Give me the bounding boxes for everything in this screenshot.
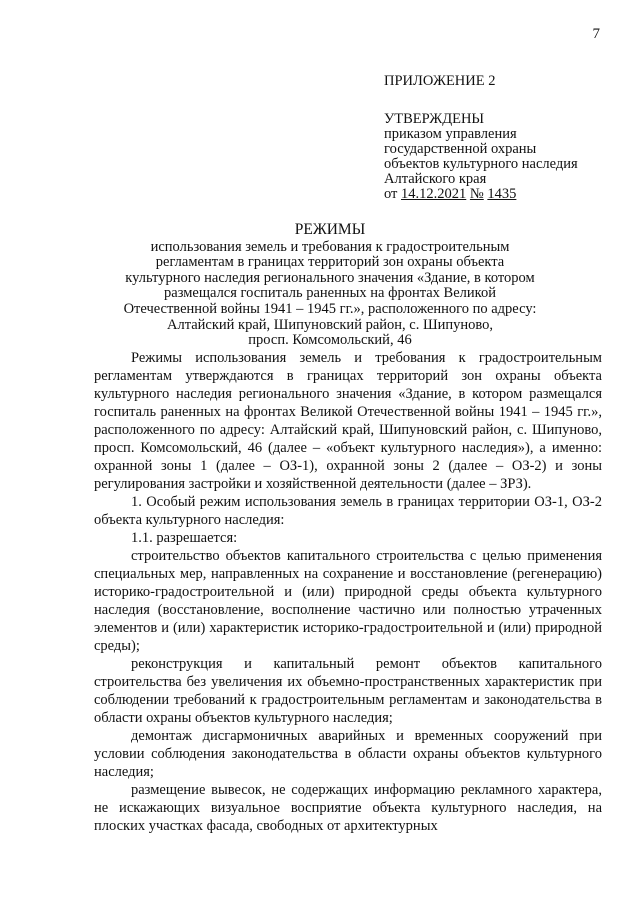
paragraph: 1. Особый режим использования земель в границах территории ОЗ-1, ОЗ-2 объекта культурного наследия: <box>94 494 602 528</box>
title-heading: РЕЖИМЫ <box>294 221 366 238</box>
paragraph: Режимы использования земель и требования к градостроительным регламентам утверждаются в границах территорий зон охраны объекта культурного наследия регионального значения «Здание, в котором размещался госпиталь раненных на фронтах Великой Отечественной войны 1941 – 1945 гг.», расположенного по адресу: Алтайский край, Шипуновский район, с. Шипуново, просп. Комсомольский, 46 (далее – «объект культурного наследия»), а именно: охранной зоны 1 (далее – ОЗ-1), охранной зоны 2 (далее – ОЗ-2) и зоны регулирования застройки и хозяйственной деятельности (далее – ЗРЗ). <box>94 350 602 492</box>
title-line: регламентам в границах территорий зон охраны объекта <box>155 254 505 271</box>
title-line: размещался госпиталь раненных на фронтах Великой <box>164 285 496 302</box>
date-prefix: от <box>384 186 398 202</box>
title-line: Отечественной войны 1941 – 1945 гг.», расположенного по адресу: <box>123 300 537 317</box>
paragraph: демонтаж дисгармоничных аварийных и временных сооружений при условии соблюдения законодательства в области охраны объектов культурного наследия; <box>94 728 602 780</box>
document-title <box>60 222 600 349</box>
paragraph: строительство объектов капитального строительства с целью применения специальных мер, направленных на сохранение и восстановление (регенерацию) историко-градостроительной и (или) природной среды объекта культурного наследия (восстановление, восполнение частично или полностью утраченных элементов и (или) характеристик историко-градостроительной и (или) природной среды); <box>94 548 602 654</box>
title-line: культурного наследия регионального значения «Здание, в котором <box>125 269 535 286</box>
approval-number: 1435 <box>487 186 517 202</box>
approval-date-line <box>384 187 578 202</box>
appendix-label: ПРИЛОЖЕНИЕ 2 <box>384 73 496 89</box>
title-line: Алтайский край, Шипуновский район, с. Шипуново, <box>167 316 493 333</box>
title-line: использования земель и требования к градостроительным <box>150 238 510 255</box>
approval-line: государственной охраны <box>384 141 537 157</box>
paragraph: 1.1. разрешается: <box>131 530 238 546</box>
paragraph: реконструкция и капитальный ремонт объектов капитального строительства без увеличения их объемно-пространственных характеристик при соблюдении требований к градостроительным регламентам и законодательства в области охраны объектов культурного наследия; <box>94 656 602 726</box>
approval-line: объектов культурного наследия <box>384 156 578 172</box>
approval-date: 14.12.2021 <box>401 186 467 202</box>
body-text <box>94 349 602 835</box>
title-line: просп. Комсомольский, 46 <box>248 332 412 349</box>
paragraph: размещение вывесок, не содержащих информацию рекламного характера, не искажающих визуальное восприятие объекта культурного наследия, на плоских участках фасада, свободных от архитектурных <box>94 782 602 834</box>
number-sign: № <box>469 186 484 202</box>
approval-line: Алтайского края <box>384 171 487 187</box>
approved-label: УТВЕРЖДЕНЫ <box>384 111 485 127</box>
approval-line: приказом управления <box>384 126 517 142</box>
approval-block <box>384 74 578 202</box>
page-number: 7 <box>592 26 600 42</box>
